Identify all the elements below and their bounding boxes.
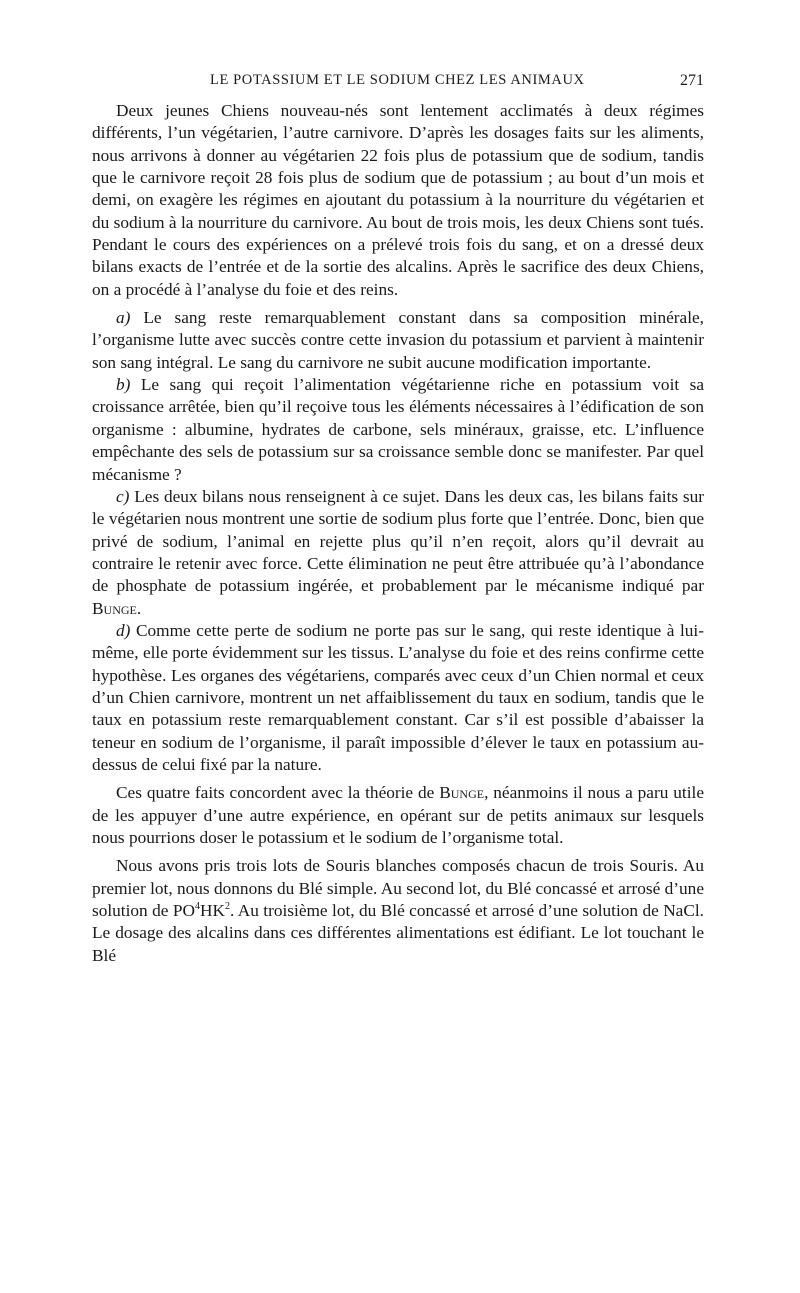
point-label: c) <box>116 486 130 506</box>
paragraph-text: Le sang qui reçoit l’alimentation végétarienne riche en potassium voit sa croissance arrêtée, bien qu’il reçoive tous les éléments nécessaires à l’édification de son organisme : albumine, hydrates de carbone, sels minéraux, graisse, etc. L’influence empêchante des sels de potassium sur sa croissance semble donc se manifester. Par quel mécanisme ? <box>92 375 705 484</box>
paragraph-text: Les deux bilans nous renseignent à ce sujet. Dans les deux cas, les bilans faits sur le végétarien nous montrent une sortie de sodium plus forte que l’entrée. Donc, bien que privé de sodium, l’animal en rejette plus qu’il n’en reçoit, alors qu’il devrait au contraire le retenir avec force. Cette élimination ne peut être attribuée qu’à l’abondance de phosphate de potassium ingérée, et probablement par le mécanisme indiqué par <box>92 486 704 596</box>
paragraph-text: Comme cette perte de sodium ne porte pas sur le sang, qui reste identique à lui-même, elle porte évidemment sur les tissus. L’analyse du foie et des reins confirme cette hypothèse. Les organes des végétariens, comparés avec ceux d’un Chien normal et ceux d’un Chien carnivore, montrent un net affaiblissement du taux en sodium, tandis que le taux en potassium reste remarquablement constant. Car s’il est possible d’abaisser la teneur en sodium de l’organisme, il paraît impossible d’élever le taux en potassium au-dessus de celui fixé par la nature. <box>92 620 704 774</box>
paragraph-text: Nous avons pris trois lots de Souris blanches composés chacun de trois Souris. Au premier lot, nous donnons du Blé simple. Au second lot, du Blé concassé et arrosé d’une solution de PO <box>92 856 704 921</box>
paragraph-text: Le sang reste remarquablement constant dans sa composition minérale, l’organisme lutte avec succès contre cette invasion du potassium et parvient à maintenir son sang intégral. Le sang du carnivore ne subit aucune modification importante. <box>92 308 704 372</box>
paragraph-bunge-theory <box>92 782 704 849</box>
paragraph-point-a <box>92 307 704 374</box>
paragraph-text: . Au troisième lot, du Blé concassé et arrosé d’une solution de NaCl. Le dosage des alcalins dans ces différentes alimentations est édifiant. Le lot touchant le Blé <box>92 901 705 965</box>
formula-text: HK <box>199 901 225 921</box>
formula-superscript: 2 <box>224 901 230 913</box>
paragraph-text: . <box>136 598 142 618</box>
point-label: b) <box>116 375 131 395</box>
text-body <box>92 100 704 973</box>
paragraph-point-d <box>92 620 704 776</box>
formula-superscript: 4 <box>194 901 200 913</box>
point-label: a) <box>116 308 131 328</box>
paragraph-mice-experiment <box>92 855 704 967</box>
paragraph-text: , néanmoins il nous a paru utile de les appuyer d’une autre expérience, en opérant sur de petits animaux sur lesquels nous pourrions doser le potassium et le sodium de l’organisme total. <box>92 783 704 847</box>
running-header <box>92 72 704 94</box>
point-label: d) <box>116 620 131 640</box>
page-number: 271 <box>680 72 704 89</box>
author-name: Bunge <box>92 598 137 618</box>
paragraph-experiment-intro <box>92 100 704 301</box>
paragraph-point-c <box>92 486 704 620</box>
author-name: Bunge <box>439 783 485 803</box>
paragraph-text: Deux jeunes Chiens nouveau-nés sont lentement acclimatés à deux régimes différents, l’un végétarien, l’autre carnivore. D’après les dosages faits sur les aliments, nous arrivons à donner au végétarien 22 fois plus de potassium que de sodium, tandis que le carnivore reçoit 28 fois plus de sodium que de potassium ; au bout d’un mois et demi, on exagère les régimes en ajoutant du potassium à la nourriture du végétarien et du sodium à la nourriture du carnivore. Au bout de trois mois, les deux Chiens sont tués. Pendant le cours des expériences on a prélevé trois fois du sang, et on a dressé deux bilans exacts de l’entrée et de la sortie des alcalins. Après le sacrifice des deux Chiens, on a procédé à l’analyse du foie et des reins. <box>92 101 704 299</box>
running-title: LE POTASSIUM ET LE SODIUM CHEZ LES ANIMAUX <box>210 72 585 88</box>
paragraph-text: Ces quatre faits concordent avec la théorie de <box>116 783 435 803</box>
paragraph-point-b <box>92 374 704 486</box>
